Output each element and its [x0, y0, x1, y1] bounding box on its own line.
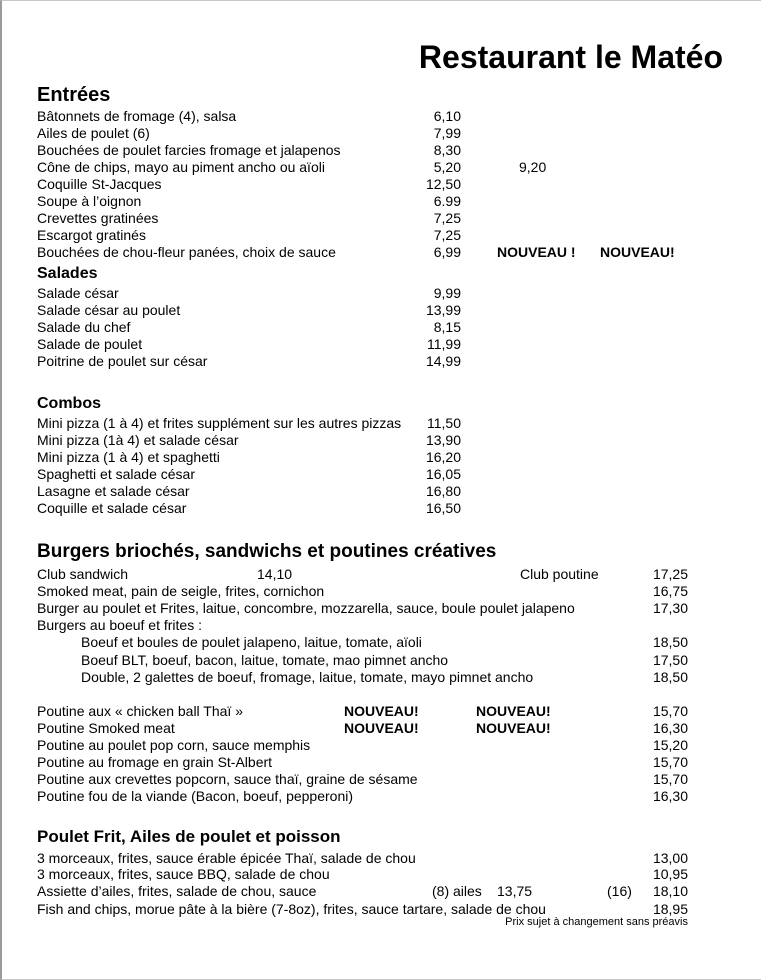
menu-item-name: Coquille et salade césar	[37, 500, 187, 516]
menu-item-name: Cône de chips, mayo au piment ancho ou aïoli	[37, 159, 325, 175]
menu-item-price: 18,10	[652, 883, 688, 899]
menu-item-price: 13,90	[425, 432, 461, 448]
menu-item-price: 14,99	[425, 353, 461, 369]
menu-item-price-large: 9,20	[519, 159, 547, 175]
menu-item-price: 13,00	[652, 850, 688, 866]
menu-item-name: Bouchées de chou-fleur panées, choix de sauce	[37, 244, 336, 260]
menu-item-name: Club sandwich	[37, 566, 129, 582]
menu-item-name: Poutine aux crevettes popcorn, sauce thaï, graine de sésame	[37, 771, 418, 787]
menu-sub-item-name: Boeuf BLT, boeuf, bacon, laitue, tomate, mao pimnet ancho	[81, 652, 449, 668]
menu-item-name: Poutine fou de la viande (Bacon, boeuf, pepperoni)	[37, 788, 354, 804]
menu-item-name: Ailes de poulet (6)	[37, 125, 150, 141]
menu-item-name: Escargot gratinés	[37, 227, 146, 243]
menu-item-name: Burgers au boeuf et frites :	[37, 617, 202, 633]
menu-item-price: 16,30	[652, 720, 688, 736]
menu-item-price: 15,70	[652, 771, 688, 787]
menu-item-name: Poutine au fromage en grain St-Albert	[37, 754, 273, 770]
new-badge: NOUVEAU!	[476, 703, 551, 719]
menu-item-price: 7,25	[433, 210, 461, 226]
menu-item-name: Assiette d’ailes, frites, salade de chou, sauce	[37, 883, 317, 899]
menu-item-name: Soupe à l’oignon	[37, 193, 142, 209]
menu-item-name: Poitrine de poulet sur césar	[37, 353, 208, 369]
menu-item-price: 6.99	[433, 193, 461, 209]
menu-item-name: Salade césar	[37, 285, 119, 301]
menu-item-name: Coquille St-Jacques	[37, 176, 162, 192]
section-heading-combos: Combos	[37, 395, 101, 412]
menu-item-name: Salade césar au poulet	[37, 302, 181, 318]
menu-item-name: Lasagne et salade césar	[37, 483, 190, 499]
menu-item-price: 8,15	[433, 319, 461, 335]
wings-option-large: (16)	[607, 883, 632, 899]
menu-item-price: 15,70	[652, 754, 688, 770]
menu-item-name: 3 morceaux, frites, sauce érable épicée Thaï, salade de chou	[37, 850, 416, 866]
menu-item-price: 15,70	[652, 703, 688, 719]
menu-item-price: 16,75	[652, 583, 688, 599]
menu-item-price: 11,50	[427, 415, 461, 431]
section-heading-entrees: Entrées	[37, 84, 111, 106]
menu-item-price: 18,50	[652, 634, 688, 650]
new-badge: NOUVEAU!	[344, 703, 419, 719]
menu-item-name: Fish and chips, morue pâte à la bière (7-8oz), frites, sauce tartare, salade de chou	[37, 901, 546, 917]
menu-item-price: 8,30	[433, 142, 461, 158]
menu-item-name: Mini pizza (1 à 4) et spaghetti	[37, 449, 220, 465]
menu-item-name: Bouchées de poulet farcies fromage et jalapenos	[37, 142, 341, 158]
new-badge: NOUVEAU!	[344, 720, 419, 736]
menu-item-name: Salade de poulet	[37, 336, 143, 352]
new-badge: NOUVEAU !	[497, 244, 576, 260]
menu-item-price: 15,20	[652, 737, 688, 753]
menu-item-price: 16,05	[425, 466, 461, 482]
menu-item-price: 14,10	[257, 566, 293, 582]
menu-item-price: 5,20	[433, 159, 461, 175]
menu-item-price: 7,25	[433, 227, 461, 243]
menu-item-price: 18,95	[652, 901, 688, 917]
menu-item-price: 16,30	[652, 788, 688, 804]
menu-item-name: Salade du chef	[37, 319, 131, 335]
wings-option-small-price: 13,75	[497, 883, 533, 899]
menu-item-price: 10,95	[652, 866, 688, 882]
section-heading-poulet: Poulet Frit, Ailes de poulet et poisson	[37, 827, 341, 846]
menu-item-price: 11,99	[427, 336, 461, 352]
menu-item-price: 12,50	[425, 176, 461, 192]
menu-sub-item-name: Boeuf et boules de poulet jalapeno, laitue, tomate, aïoli	[81, 634, 422, 650]
menu-item-name: Poutine Smoked meat	[37, 720, 175, 736]
menu-item-price: 9,99	[433, 285, 461, 301]
menu-item-price: 17,50	[652, 652, 688, 668]
menu-item-name: Spaghetti et salade césar	[37, 466, 195, 482]
menu-item-price: 17,25	[652, 566, 688, 582]
menu-item-price: 6,99	[433, 244, 461, 260]
section-heading-salades: Salades	[37, 265, 98, 282]
menu-item-price: 16,80	[425, 483, 461, 499]
new-badge: NOUVEAU!	[476, 720, 551, 736]
menu-item-price: 17,30	[652, 600, 688, 616]
menu-item-name: Smoked meat, pain de seigle, frites, cornichon	[37, 583, 325, 599]
menu-item-name: Poutine au poulet pop corn, sauce memphis	[37, 737, 311, 753]
menu-item-price: 13,99	[425, 302, 461, 318]
menu-item-name: Club poutine	[520, 566, 599, 582]
menu-item-name: Bâtonnets de fromage (4), salsa	[37, 108, 237, 124]
menu-item-name: Crevettes gratinées	[37, 210, 159, 226]
page-title: Restaurant le Matéo	[418, 39, 723, 75]
wings-option-small: (8) ailes	[432, 883, 482, 899]
menu-item-price: 18,50	[652, 669, 688, 685]
menu-item-name: Burger au poulet et Frites, laitue, concombre, mozzarella, sauce, boule poulet jalapeno	[37, 600, 575, 616]
menu-item-price: 16,50	[425, 500, 461, 516]
menu-item-name: Mini pizza (1à 4) et salade césar	[37, 432, 239, 448]
menu-item-price: 7,99	[433, 125, 461, 141]
price-disclaimer: Prix sujet à changement sans préavis	[505, 916, 688, 928]
menu-sub-item-name: Double, 2 galettes de boeuf, fromage, laitue, tomate, mayo pimnet ancho	[81, 669, 534, 685]
new-badge: NOUVEAU!	[600, 244, 675, 260]
menu-item-name: 3 morceaux, frites, sauce BBQ, salade de chou	[37, 866, 330, 882]
section-heading-burgers: Burgers briochés, sandwichs et poutines créatives	[37, 541, 497, 562]
menu-item-name: Mini pizza (1 à 4) et frites supplément sur les autres pizzas	[37, 415, 402, 431]
menu-item-price: 16,20	[425, 449, 461, 465]
menu-item-price: 6,10	[433, 108, 461, 124]
menu-item-name: Poutine aux « chicken ball Thaï »	[37, 703, 243, 719]
